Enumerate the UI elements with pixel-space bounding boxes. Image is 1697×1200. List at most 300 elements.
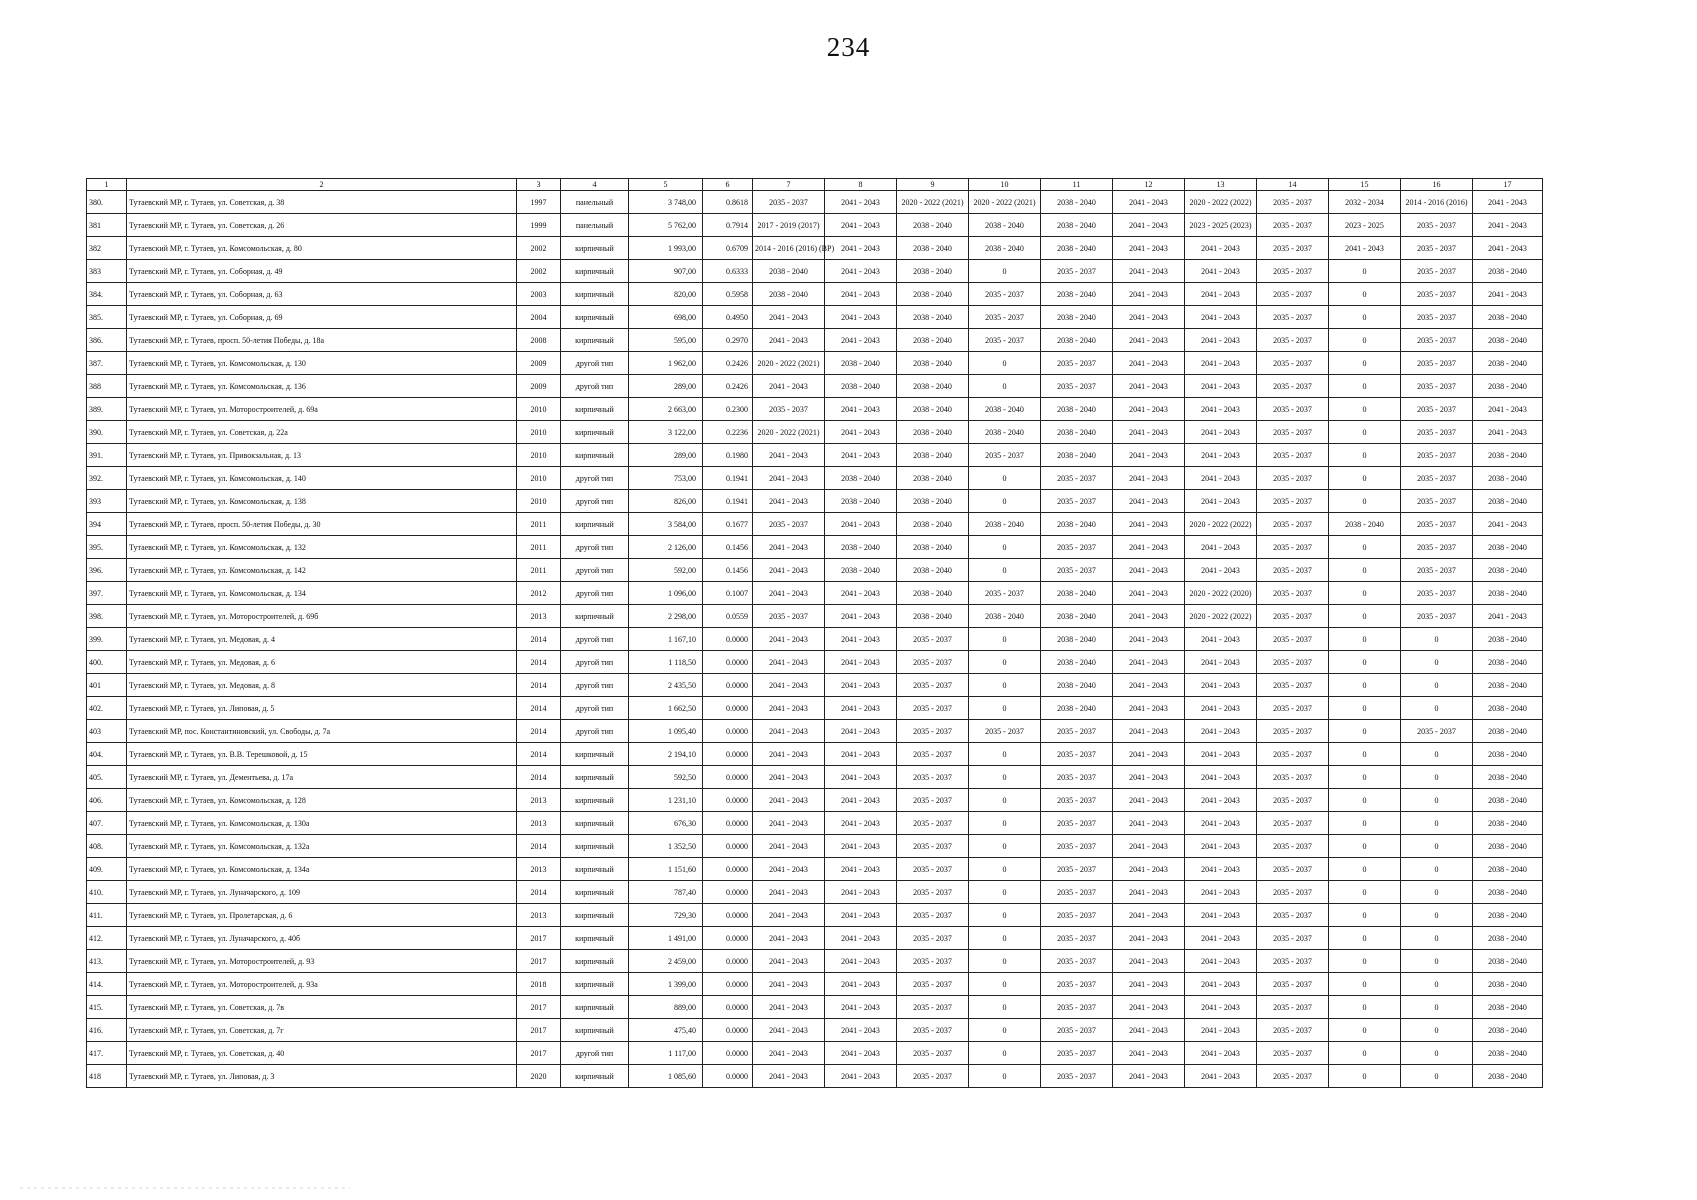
table-cell: 2041 - 2043 xyxy=(1185,766,1257,789)
table-cell: 2020 - 2022 (2020) xyxy=(1185,582,1257,605)
table-cell: 2035 - 2037 xyxy=(1257,996,1329,1019)
table-cell: 2009 xyxy=(517,375,561,398)
table-cell: 0 xyxy=(1401,858,1473,881)
table-cell: 2038 - 2040 xyxy=(825,536,897,559)
table-cell: 0 xyxy=(1401,628,1473,651)
table-cell: кирпичный xyxy=(561,927,629,950)
table-cell: другой тип xyxy=(561,582,629,605)
table-cell: 0 xyxy=(1401,651,1473,674)
table-cell: 2035 - 2037 xyxy=(897,1065,969,1088)
table-cell: 2038 - 2040 xyxy=(897,490,969,513)
table-cell: 399. xyxy=(87,628,127,651)
table-cell: 0 xyxy=(969,628,1041,651)
column-number: 4 xyxy=(561,179,629,191)
table-cell: 2035 - 2037 xyxy=(1401,444,1473,467)
table-cell: 2041 - 2043 xyxy=(1113,444,1185,467)
table-cell: 2038 - 2040 xyxy=(1473,490,1543,513)
table-cell: 2038 - 2040 xyxy=(1473,904,1543,927)
table-cell: Тутаевский МР, г. Тутаев, ул. Советская, д. 22а xyxy=(127,421,517,444)
table-cell: 2038 - 2040 xyxy=(969,605,1041,628)
table-body xyxy=(87,179,1543,1088)
table-cell: 2038 - 2040 xyxy=(1041,697,1113,720)
table-cell: 0 xyxy=(1401,812,1473,835)
table-cell: 2038 - 2040 xyxy=(897,559,969,582)
table-cell: 2 663,00 xyxy=(629,398,703,421)
table-cell: 2035 - 2037 xyxy=(897,858,969,881)
table-cell: 2023 - 2025 xyxy=(1329,214,1401,237)
table-cell: 381 xyxy=(87,214,127,237)
table-cell: 0.7914 xyxy=(703,214,753,237)
table-cell: 0 xyxy=(969,743,1041,766)
table-cell: 1 151,60 xyxy=(629,858,703,881)
table-cell: 2041 - 2043 xyxy=(1113,214,1185,237)
table-cell: 414. xyxy=(87,973,127,996)
table-cell: 404. xyxy=(87,743,127,766)
table-cell: 0.1456 xyxy=(703,559,753,582)
table-cell: 2041 - 2043 xyxy=(1113,743,1185,766)
table-cell: 2035 - 2037 xyxy=(1257,766,1329,789)
column-number: 17 xyxy=(1473,179,1543,191)
table-cell: 2020 - 2022 (2021) xyxy=(753,421,825,444)
table-cell: 0 xyxy=(1329,306,1401,329)
table-cell: 2035 - 2037 xyxy=(1041,720,1113,743)
table-cell: 2035 - 2037 xyxy=(1401,467,1473,490)
table-cell: 2038 - 2040 xyxy=(1473,835,1543,858)
table-cell: кирпичный xyxy=(561,950,629,973)
table-cell: 2035 - 2037 xyxy=(1257,674,1329,697)
table-cell: 2035 - 2037 xyxy=(1257,260,1329,283)
table-cell: 2038 - 2040 xyxy=(897,260,969,283)
table-cell: 0.1941 xyxy=(703,467,753,490)
table-cell: 413. xyxy=(87,950,127,973)
table-cell: 0 xyxy=(1329,904,1401,927)
table-cell: 1 231,10 xyxy=(629,789,703,812)
table-cell: 2038 - 2040 xyxy=(1473,1065,1543,1088)
table-cell: Тутаевский МР, г. Тутаев, ул. Комсомольская, д. 132а xyxy=(127,835,517,858)
table-cell: 0 xyxy=(1329,812,1401,835)
table-cell: 386. xyxy=(87,329,127,352)
table-cell: Тутаевский МР, г. Тутаев, ул. Комсомольская, д. 134а xyxy=(127,858,517,881)
table-cell: Тутаевский МР, г. Тутаев, ул. Липовая, д. 5 xyxy=(127,697,517,720)
table-cell: 405. xyxy=(87,766,127,789)
table-cell: 2 459,00 xyxy=(629,950,703,973)
table-cell: Тутаевский МР, г. Тутаев, ул. Соборная, д. 49 xyxy=(127,260,517,283)
table-cell: Тутаевский МР, г. Тутаев, ул. Пролетарская, д. 6 xyxy=(127,904,517,927)
table-cell: 416. xyxy=(87,1019,127,1042)
table-cell: 2038 - 2040 xyxy=(825,559,897,582)
table-cell: 2041 - 2043 xyxy=(1185,260,1257,283)
table-cell: 0 xyxy=(1329,329,1401,352)
table-cell: 2035 - 2037 xyxy=(1257,283,1329,306)
table-cell: 2041 - 2043 xyxy=(1185,559,1257,582)
table-cell: 2041 - 2043 xyxy=(825,904,897,927)
table-row xyxy=(87,260,1543,283)
table-cell: 2041 - 2043 xyxy=(753,444,825,467)
table-cell: 2035 - 2037 xyxy=(1257,421,1329,444)
table-cell: 0.1677 xyxy=(703,513,753,536)
page-number: 234 xyxy=(826,32,871,62)
table-cell: 2038 - 2040 xyxy=(1473,720,1543,743)
table-cell: другой тип xyxy=(561,536,629,559)
table-cell: 2035 - 2037 xyxy=(1041,812,1113,835)
table-cell: 2038 - 2040 xyxy=(1473,812,1543,835)
table-cell: 2035 - 2037 xyxy=(1257,881,1329,904)
table-cell: 0 xyxy=(969,536,1041,559)
table-cell: 0.2236 xyxy=(703,421,753,444)
table-cell: 592,50 xyxy=(629,766,703,789)
table-cell: 2035 - 2037 xyxy=(1257,697,1329,720)
table-cell: 753,00 xyxy=(629,467,703,490)
table-cell: 2017 - 2019 (2017) xyxy=(753,214,825,237)
table-cell: другой тип xyxy=(561,490,629,513)
table-cell: 2041 - 2043 xyxy=(825,927,897,950)
table-cell: 0.0000 xyxy=(703,927,753,950)
table-cell: кирпичный xyxy=(561,1019,629,1042)
table-cell: 2041 - 2043 xyxy=(753,582,825,605)
table-cell: 387. xyxy=(87,352,127,375)
table-cell: 2041 - 2043 xyxy=(825,628,897,651)
table-row xyxy=(87,306,1543,329)
table-cell: 2038 - 2040 xyxy=(1473,444,1543,467)
table-cell: 2035 - 2037 xyxy=(1401,237,1473,260)
table-cell: 0 xyxy=(1329,559,1401,582)
table-cell: 2041 - 2043 xyxy=(1473,513,1543,536)
table-cell: 2041 - 2043 xyxy=(825,697,897,720)
table-cell: 729,30 xyxy=(629,904,703,927)
table-cell: 393 xyxy=(87,490,127,513)
table-cell: 2014 xyxy=(517,835,561,858)
table-cell: 2035 - 2037 xyxy=(1041,1019,1113,1042)
table-cell: 2041 - 2043 xyxy=(753,1019,825,1042)
table-cell: 0 xyxy=(1329,674,1401,697)
table-cell: 2041 - 2043 xyxy=(825,881,897,904)
table-row xyxy=(87,444,1543,467)
table-cell: 0 xyxy=(969,1042,1041,1065)
table-cell: 2003 xyxy=(517,283,561,306)
table-cell: 2038 - 2040 xyxy=(1473,973,1543,996)
table-cell: 2038 - 2040 xyxy=(969,398,1041,421)
table-cell: другой тип xyxy=(561,375,629,398)
column-number: 16 xyxy=(1401,179,1473,191)
table-cell: 2041 - 2043 xyxy=(1113,582,1185,605)
table-cell: 2014 xyxy=(517,674,561,697)
table-cell: 0 xyxy=(1329,628,1401,651)
table-cell: 2041 - 2043 xyxy=(1113,766,1185,789)
table-cell: 2041 - 2043 xyxy=(753,467,825,490)
table-cell: 2041 - 2043 xyxy=(753,812,825,835)
table-cell: кирпичный xyxy=(561,306,629,329)
table-cell: 0.1980 xyxy=(703,444,753,467)
table-cell: кирпичный xyxy=(561,881,629,904)
table-cell: 2038 - 2040 xyxy=(1041,283,1113,306)
table-cell: 2035 - 2037 xyxy=(897,697,969,720)
table-cell: Тутаевский МР, г. Тутаев, ул. Советская, д. 38 xyxy=(127,191,517,214)
table-row xyxy=(87,812,1543,835)
table-cell: 2038 - 2040 xyxy=(1041,214,1113,237)
table-cell: 2038 - 2040 xyxy=(1041,237,1113,260)
table-cell: 2038 - 2040 xyxy=(1473,536,1543,559)
column-number: 5 xyxy=(629,179,703,191)
table-cell: 0 xyxy=(1329,720,1401,743)
table-cell: 2014 - 2016 (2016) xyxy=(1401,191,1473,214)
table-cell: Тутаевский МР, г. Тутаев, ул. Медовая, д. 8 xyxy=(127,674,517,697)
table-cell: 402. xyxy=(87,697,127,720)
table-cell: 2035 - 2037 xyxy=(1401,605,1473,628)
table-cell: 2041 - 2043 xyxy=(1185,1019,1257,1042)
table-cell: 0.4950 xyxy=(703,306,753,329)
table-cell: 2038 - 2040 xyxy=(1473,306,1543,329)
table-cell: 2035 - 2037 xyxy=(753,398,825,421)
table-cell: 2035 - 2037 xyxy=(897,812,969,835)
table-cell: кирпичный xyxy=(561,329,629,352)
table-cell: 289,00 xyxy=(629,375,703,398)
table-cell: 0.6333 xyxy=(703,260,753,283)
table-row xyxy=(87,674,1543,697)
table-cell: Тутаевский МР, г. Тутаев, просп. 50-летия Победы, д. 18а xyxy=(127,329,517,352)
table-cell: 2038 - 2040 xyxy=(1041,306,1113,329)
table-cell: 2041 - 2043 xyxy=(1113,1019,1185,1042)
table-cell: 2038 - 2040 xyxy=(1041,421,1113,444)
table-cell: 2035 - 2037 xyxy=(1257,191,1329,214)
table-cell: кирпичный xyxy=(561,858,629,881)
table-cell: другой тип xyxy=(561,720,629,743)
table-cell: 0.0000 xyxy=(703,904,753,927)
table-cell: 2038 - 2040 xyxy=(1473,260,1543,283)
table-cell: 0.1456 xyxy=(703,536,753,559)
table-cell: 2035 - 2037 xyxy=(1401,582,1473,605)
table-cell: 0.0000 xyxy=(703,996,753,1019)
table-cell: 395. xyxy=(87,536,127,559)
table-cell: кирпичный xyxy=(561,789,629,812)
table-cell: 2 126,00 xyxy=(629,536,703,559)
table-cell: 2035 - 2037 xyxy=(1257,1065,1329,1088)
table-cell: 0 xyxy=(1329,352,1401,375)
table-cell: 2010 xyxy=(517,421,561,444)
table-cell: 2041 - 2043 xyxy=(1185,674,1257,697)
table-cell: 0 xyxy=(1401,996,1473,1019)
table-cell: 0 xyxy=(969,375,1041,398)
table-cell: 2038 - 2040 xyxy=(1041,674,1113,697)
table-row xyxy=(87,973,1543,996)
table-cell: 2041 - 2043 xyxy=(825,191,897,214)
table-cell: 408. xyxy=(87,835,127,858)
table-cell: 2014 xyxy=(517,743,561,766)
table-cell: 0 xyxy=(969,651,1041,674)
table-cell: 2035 - 2037 xyxy=(1257,398,1329,421)
table-cell: 0.0000 xyxy=(703,973,753,996)
table-cell: 2041 - 2043 xyxy=(1113,927,1185,950)
table-cell: 0.0000 xyxy=(703,1065,753,1088)
table-cell: 2035 - 2037 xyxy=(1041,490,1113,513)
table-cell: 0 xyxy=(1329,283,1401,306)
table-cell: 396. xyxy=(87,559,127,582)
table-cell: 2035 - 2037 xyxy=(1041,1042,1113,1065)
table-cell: 2038 - 2040 xyxy=(1041,605,1113,628)
column-number: 9 xyxy=(897,179,969,191)
table-cell: 388 xyxy=(87,375,127,398)
table-cell: 2041 - 2043 xyxy=(825,674,897,697)
table-cell: 2038 - 2040 xyxy=(1473,559,1543,582)
table-cell: 2035 - 2037 xyxy=(1041,858,1113,881)
table-cell: 2041 - 2043 xyxy=(1185,697,1257,720)
table-cell: 0 xyxy=(1401,950,1473,973)
table-cell: кирпичный xyxy=(561,237,629,260)
table-cell: 2035 - 2037 xyxy=(1257,444,1329,467)
table-cell: 2041 - 2043 xyxy=(1113,352,1185,375)
table-cell: 2035 - 2037 xyxy=(1257,490,1329,513)
table-cell: 3 584,00 xyxy=(629,513,703,536)
table-cell: другой тип xyxy=(561,1042,629,1065)
table-cell: 2035 - 2037 xyxy=(1041,743,1113,766)
table-cell: 2035 - 2037 xyxy=(1257,214,1329,237)
table-cell: 2041 - 2043 xyxy=(1113,651,1185,674)
table-cell: 2035 - 2037 xyxy=(1257,582,1329,605)
table-cell: Тутаевский МР, г. Тутаев, ул. Комсомольская, д. 134 xyxy=(127,582,517,605)
table-cell: 2035 - 2037 xyxy=(1257,927,1329,950)
table-cell: 2035 - 2037 xyxy=(1401,329,1473,352)
table-cell: 2038 - 2040 xyxy=(897,329,969,352)
table-cell: 2013 xyxy=(517,789,561,812)
table-row xyxy=(87,904,1543,927)
table-cell: 2041 - 2043 xyxy=(825,329,897,352)
table-cell: Тутаевский МР, г. Тутаев, просп. 50-летия Победы, д. 30 xyxy=(127,513,517,536)
table-cell: Тутаевский МР, г. Тутаев, ул. Соборная, д. 63 xyxy=(127,283,517,306)
table-cell: 2014 xyxy=(517,720,561,743)
table-cell: Тутаевский МР, г. Тутаев, ул. Комсомольская, д. 128 xyxy=(127,789,517,812)
table-cell: 0.0000 xyxy=(703,766,753,789)
table-row xyxy=(87,191,1543,214)
table-cell: Тутаевский МР, г. Тутаев, ул. Комсомольская, д. 130а xyxy=(127,812,517,835)
table-cell: 2038 - 2040 xyxy=(1473,950,1543,973)
table-cell: 2041 - 2043 xyxy=(1113,421,1185,444)
table-cell: 2035 - 2037 xyxy=(753,191,825,214)
table-cell: 0 xyxy=(1401,835,1473,858)
table-cell: 412. xyxy=(87,927,127,950)
table-cell: 2035 - 2037 xyxy=(1041,927,1113,950)
table-cell: другой тип xyxy=(561,467,629,490)
table-cell: 0 xyxy=(969,766,1041,789)
table-cell: 907,00 xyxy=(629,260,703,283)
table-cell: 2038 - 2040 xyxy=(897,283,969,306)
table-cell: 2041 - 2043 xyxy=(753,950,825,973)
table-cell: 2013 xyxy=(517,904,561,927)
table-cell: 390. xyxy=(87,421,127,444)
table-cell: 2013 xyxy=(517,858,561,881)
table-cell: 0 xyxy=(1329,950,1401,973)
table-cell: 2035 - 2037 xyxy=(897,628,969,651)
table-cell: 2035 - 2037 xyxy=(1401,306,1473,329)
table-cell: 0 xyxy=(969,352,1041,375)
table-cell: 2041 - 2043 xyxy=(1113,881,1185,904)
table-cell: 2035 - 2037 xyxy=(897,950,969,973)
table-row xyxy=(87,835,1543,858)
table-cell: кирпичный xyxy=(561,904,629,927)
table-cell: 2035 - 2037 xyxy=(1257,237,1329,260)
table-cell: 2041 - 2043 xyxy=(1185,628,1257,651)
table-row xyxy=(87,421,1543,444)
table-cell: 2035 - 2037 xyxy=(1257,812,1329,835)
table-cell: 698,00 xyxy=(629,306,703,329)
table-cell: 2041 - 2043 xyxy=(753,536,825,559)
table-cell: 2041 - 2043 xyxy=(1185,306,1257,329)
table-cell: 0 xyxy=(1329,858,1401,881)
table-cell: 0 xyxy=(969,950,1041,973)
table-cell: 2041 - 2043 xyxy=(1113,467,1185,490)
table-cell: 2035 - 2037 xyxy=(1041,1065,1113,1088)
table-cell: 2017 xyxy=(517,950,561,973)
table-cell: 0 xyxy=(1401,789,1473,812)
table-cell: 2038 - 2040 xyxy=(897,536,969,559)
table-cell: панельный xyxy=(561,214,629,237)
column-number: 15 xyxy=(1329,179,1401,191)
table-cell: 2035 - 2037 xyxy=(969,444,1041,467)
table-cell: 2035 - 2037 xyxy=(1041,904,1113,927)
table-cell: другой тип xyxy=(561,651,629,674)
table-cell: 2041 - 2043 xyxy=(825,1065,897,1088)
table-cell: Тутаевский МР, г. Тутаев, ул. Привокзальная, д. 13 xyxy=(127,444,517,467)
table-cell: 0.0000 xyxy=(703,881,753,904)
table-cell: Тутаевский МР, г. Тутаев, ул. Комсомольская, д. 142 xyxy=(127,559,517,582)
table-cell: 2 194,10 xyxy=(629,743,703,766)
table-cell: Тутаевский МР, г. Тутаев, ул. Комсомольская, д. 80 xyxy=(127,237,517,260)
table-cell: 2041 - 2043 xyxy=(753,996,825,1019)
table-cell: другой тип xyxy=(561,697,629,720)
table-cell: 2041 - 2043 xyxy=(1473,191,1543,214)
table-cell: 2041 - 2043 xyxy=(753,329,825,352)
table-cell: 2041 - 2043 xyxy=(1185,1065,1257,1088)
table-cell: 2041 - 2043 xyxy=(1113,536,1185,559)
table-cell: 3 122,00 xyxy=(629,421,703,444)
table-cell: 2041 - 2043 xyxy=(1185,237,1257,260)
table-cell: 2035 - 2037 xyxy=(1257,513,1329,536)
table-cell: 2038 - 2040 xyxy=(1473,674,1543,697)
table-cell: 0 xyxy=(969,1019,1041,1042)
table-cell: 2035 - 2037 xyxy=(1257,1019,1329,1042)
table-cell: 2041 - 2043 xyxy=(825,444,897,467)
table-cell: 0.0559 xyxy=(703,605,753,628)
table-row xyxy=(87,881,1543,904)
table-cell: 475,40 xyxy=(629,1019,703,1042)
table-cell: 2038 - 2040 xyxy=(1473,927,1543,950)
table-cell: 2041 - 2043 xyxy=(825,605,897,628)
table-cell: 2038 - 2040 xyxy=(1473,743,1543,766)
table-cell: 2038 - 2040 xyxy=(753,283,825,306)
table-cell: 2038 - 2040 xyxy=(1473,1042,1543,1065)
table-cell: 2038 - 2040 xyxy=(897,237,969,260)
table-cell: 2014 xyxy=(517,628,561,651)
table-cell: 0 xyxy=(1401,697,1473,720)
table-cell: 2041 - 2043 xyxy=(825,398,897,421)
table-cell: 2038 - 2040 xyxy=(1473,467,1543,490)
table-row xyxy=(87,214,1543,237)
table-cell: 2041 - 2043 xyxy=(753,858,825,881)
table-cell: 820,00 xyxy=(629,283,703,306)
table-cell: 2035 - 2037 xyxy=(969,329,1041,352)
table-cell: Тутаевский МР, г. Тутаев, ул. Соборная, д. 69 xyxy=(127,306,517,329)
table-cell: 384. xyxy=(87,283,127,306)
table-cell: 0 xyxy=(1329,605,1401,628)
table-cell: 0 xyxy=(1329,582,1401,605)
table-cell: 2035 - 2037 xyxy=(1041,536,1113,559)
table-cell: 2038 - 2040 xyxy=(969,237,1041,260)
table-cell: 2035 - 2037 xyxy=(897,973,969,996)
table-cell: 1 117,00 xyxy=(629,1042,703,1065)
table-cell: 2017 xyxy=(517,927,561,950)
table-cell: 415. xyxy=(87,996,127,1019)
table-cell: 2020 - 2022 (2022) xyxy=(1185,191,1257,214)
table-cell: 2035 - 2037 xyxy=(1041,950,1113,973)
table-cell: кирпичный xyxy=(561,1065,629,1088)
